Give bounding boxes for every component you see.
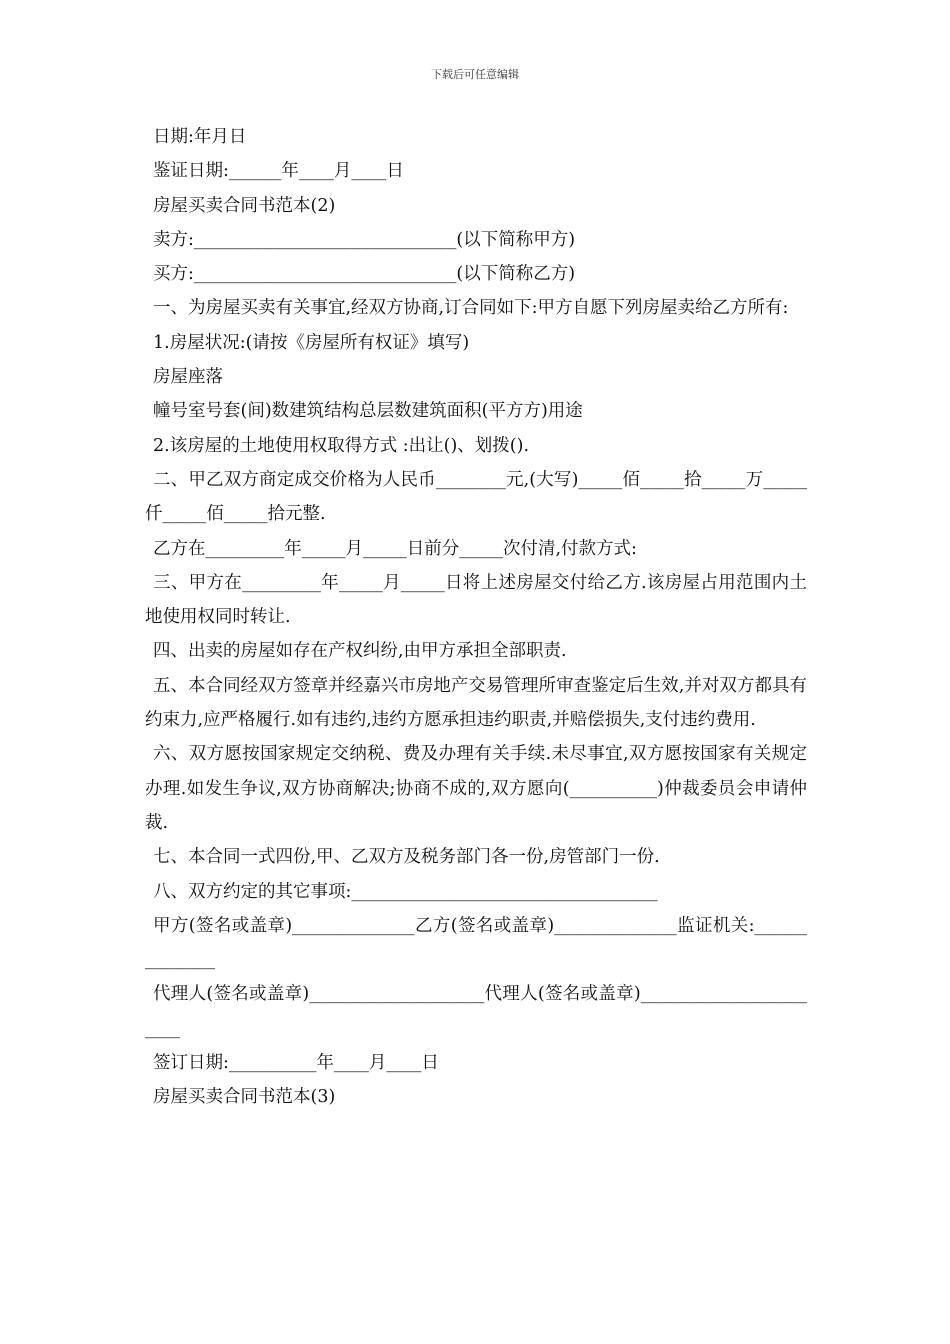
clause-3: 三、甲方在_________年_____月_____日将上述房屋交付给乙方.该房屋占用范围内土地使用权同时转让.: [145, 572, 807, 628]
contract-title-3: 房屋买卖合同书范本(3): [153, 1087, 336, 1108]
clause-8: 八、双方约定的其它事项:___________________________________: [153, 881, 658, 902]
document-body: [145, 120, 807, 1115]
seller-line: 卖方:______________________________(以下简称甲方): [153, 229, 576, 250]
header-note: 下载后可任意编辑: [431, 68, 519, 81]
clause-5: 五、本合同经双方签章并经嘉兴市房地产交易管理所审查鉴定后生效,并对双方都具有约束力,应严格履行.如有违约,违约方愿承担违约职责,并赔偿损失,支付违约费用.: [145, 675, 807, 731]
clause-1: 一、为房屋买卖有关事宜,经双方协商,订合同如下:甲方自愿下列房屋卖给乙方所有:: [153, 298, 789, 319]
date-line: 日期:年月日: [153, 127, 247, 147]
house-status-line: 1.房屋状况:(请按《房屋所有权证》填写): [153, 332, 470, 353]
clause-7: 七、本合同一式四份,甲、乙双方及税务部门各一份,房管部门一份.: [153, 847, 660, 868]
house-location-line: 房屋座落: [153, 367, 223, 388]
clause-2: 二、甲乙双方商定成交价格为人民币________元,(大写)_____佰_____拾_____万_____仟_____佰_____拾元整.: [145, 469, 807, 525]
witness-date-line: 鉴证日期:______年____月____日: [153, 161, 404, 182]
clause-6: 六、双方愿按国家规定交纳税、费及办理有关手续.未尽事宜,双方愿按国家有关规定办理.如发生争议,双方协商解决;协商不成的,双方愿向(__________)仲裁委员会申请仲裁.: [145, 744, 807, 833]
contract-title-2: 房屋买卖合同书范本(2): [153, 195, 336, 216]
house-attributes-line: 幢号室号套(间)数建筑结构总层数建筑面积(平方方)用途: [153, 401, 583, 422]
signature-parties-line: 甲方(签名或盖章)______________乙方(签名或盖章)______________监证机关:______________: [145, 915, 807, 971]
payment-line: 乙方在_________年_____月_____日前分_____次付清,付款方式:: [153, 538, 637, 559]
signature-agents-line: 代理人(签名或盖章)____________________代理人(签名或盖章)_______________________: [145, 984, 807, 1039]
buyer-line: 买方:______________________________(以下简称乙方): [153, 264, 576, 285]
signing-date-line: 签订日期:__________年____月____日: [153, 1053, 439, 1074]
land-use-line: 2.该房屋的土地使用权取得方式 :出让()、划拨().: [153, 435, 530, 456]
clause-4: 四、出卖的房屋如存在产权纠纷,由甲方承担全部职责.: [153, 641, 567, 662]
